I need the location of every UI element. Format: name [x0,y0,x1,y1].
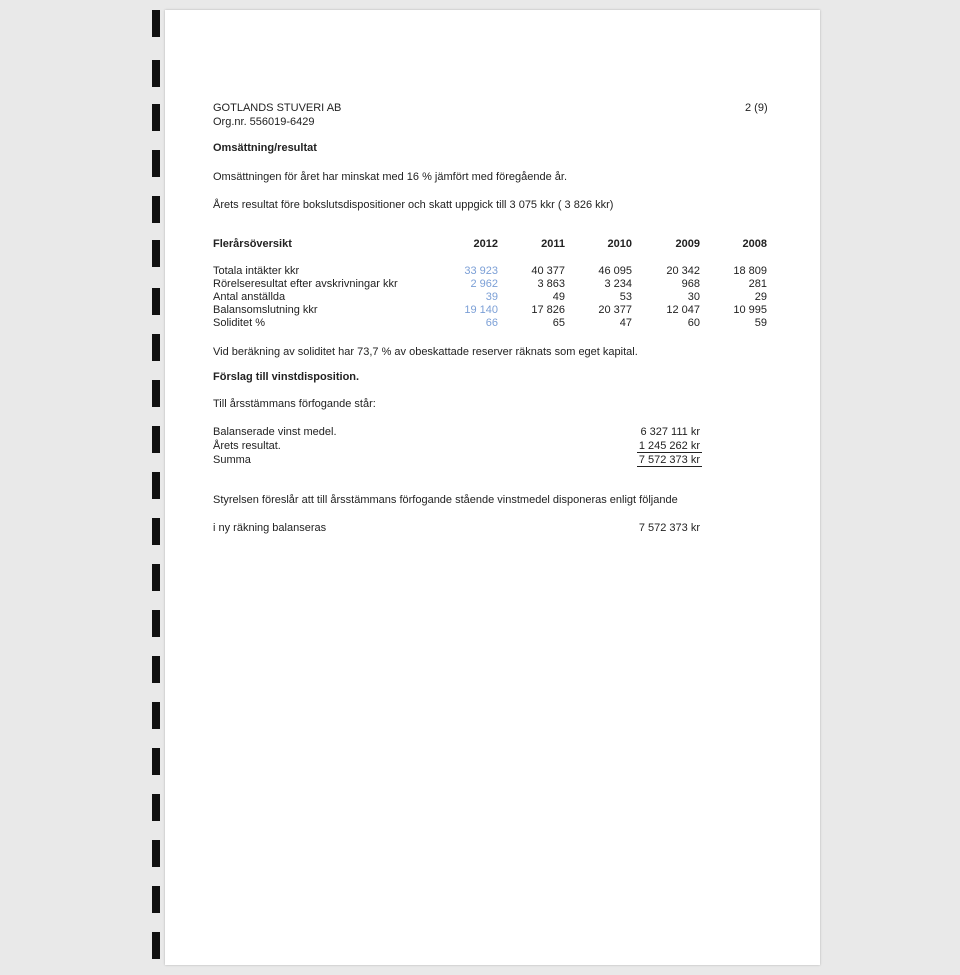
forslag-intro: Till årsstämmans förfogande står: [213,398,376,410]
table-cell: 19 140 [464,304,498,316]
table-cell: 20 342 [666,265,700,277]
table-cell: 39 [485,291,498,303]
disposition-value: 7 572 373 kr [638,522,700,534]
binding-hole [152,610,160,637]
binding-hole [152,288,160,315]
binding-hole [152,794,160,821]
table-cell: 49 [552,291,565,303]
item-value: 7 572 373 kr [638,454,700,466]
binding-hole [152,380,160,407]
year-header: 2010 [607,238,632,250]
org-number: Org.nr. 556019-6429 [213,116,315,128]
binding-hole [152,518,160,545]
table-cell: 60 [687,317,700,329]
table-cell: 10 995 [733,304,767,316]
binding-hole [152,426,160,453]
year-header: 2009 [675,238,700,250]
sum-underline [637,452,702,453]
item-label: Summa [213,454,251,466]
row-label: Antal anställda [213,291,286,303]
section-heading-omsattning: Omsättning/resultat [213,142,317,154]
disposition-label: i ny räkning balanseras [213,522,327,534]
row-label: Totala intäkter kkr [213,265,300,277]
binding-hole [152,702,160,729]
binding-hole [152,472,160,499]
table-cell: 40 377 [531,265,565,277]
table-cell: 33 923 [464,265,498,277]
binding-hole [152,564,160,591]
table-cell: 53 [619,291,632,303]
binding-hole [152,656,160,683]
paragraph-resultat: Årets resultat före bokslutsdispositioner och skatt uppgick till 3 075 kkr ( 3 826 kkr) [213,199,614,211]
row-label: Rörelseresultat efter avskrivningar kkr [213,278,398,290]
table-cell: 18 809 [733,265,767,277]
year-header: 2008 [742,238,767,250]
binding-hole [152,240,160,267]
binding-hole [152,10,160,37]
item-value: 6 327 111 kr [640,426,700,438]
binding-hole [152,840,160,867]
table-cell: 3 234 [604,278,632,290]
binding-hole [152,886,160,913]
table-cell: 2 962 [470,278,498,290]
table-cell: 20 377 [598,304,632,316]
item-value: 1 245 262 kr [638,440,700,452]
table-cell: 30 [687,291,700,303]
table-cell: 66 [485,317,498,329]
binding-hole [152,334,160,361]
year-header: 2012 [473,238,498,250]
table-cell: 46 095 [598,265,632,277]
table-cell: 29 [754,291,767,303]
binding-hole [152,932,160,959]
table-cell: 65 [552,317,565,329]
binding-hole [152,748,160,775]
row-label: Soliditet % [213,317,265,329]
binding-hole [152,104,160,131]
paragraph-omsattning: Omsättningen för året har minskat med 16 % jämfört med föregående år. [213,171,568,183]
page-number: 2 (9) [745,102,768,114]
table-cell: 281 [748,278,767,290]
table-cell: 968 [681,278,700,290]
binding-hole [152,60,160,87]
row-label: Balansomslutning kkr [213,304,318,316]
table-cell: 47 [619,317,632,329]
soliditet-note: Vid beräkning av soliditet har 73,7 % av obeskattade reserver räknats som eget kapital. [213,346,638,358]
table-cell: 17 826 [531,304,565,316]
section-heading-flerars: Flerårsöversikt [213,238,292,250]
item-label: Årets resultat. [213,440,281,452]
section-heading-forslag: Förslag till vinstdisposition. [213,371,360,383]
binding-hole [152,196,160,223]
table-cell: 12 047 [666,304,700,316]
year-header: 2011 [541,238,565,250]
proposal-text: Styrelsen föreslår att till årsstämmans förfogande stående vinstmedel disponeras enligt följande [213,494,678,506]
company-name: GOTLANDS STUVERI AB [213,102,342,114]
table-cell: 3 863 [537,278,565,290]
binding-hole [152,150,160,177]
total-underline [637,466,702,467]
table-cell: 59 [754,317,767,329]
item-label: Balanserade vinst medel. [213,426,337,438]
